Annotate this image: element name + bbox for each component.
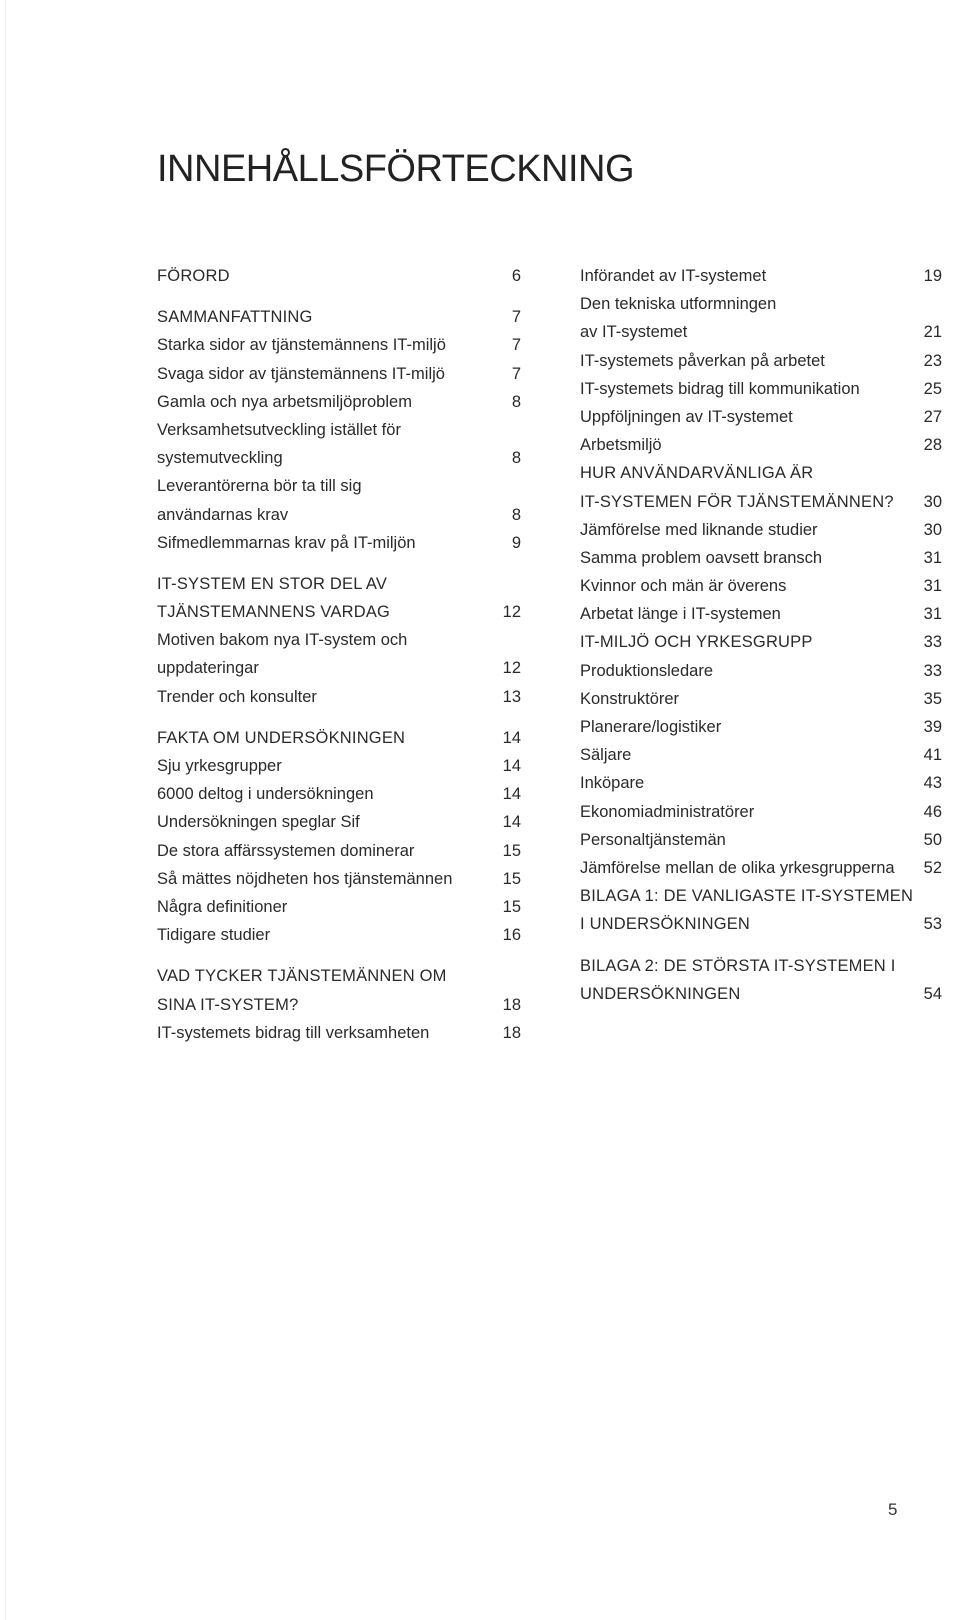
toc-entry	[157, 683, 521, 711]
toc-entry	[157, 780, 521, 808]
toc-entry-page: 12	[502, 603, 521, 622]
toc-entry-page: 14	[502, 785, 521, 804]
toc-entry	[580, 516, 942, 544]
toc-entry-label: Sifmedlemmarnas krav på IT-miljön	[157, 533, 416, 552]
toc-entry-label: Införandet av IT-systemet	[580, 267, 767, 285]
toc-entry-label: Jämförelse med liknande studier	[580, 520, 818, 539]
toc-entry-label: Verksamhetsutveckling istället för	[157, 420, 401, 439]
toc-entry-page: 8	[511, 449, 521, 468]
toc-entry	[157, 416, 521, 444]
toc-entry-page: 54	[923, 984, 942, 1003]
toc-entry-label: Inköpare	[580, 774, 645, 793]
toc-entry-page: 9	[511, 533, 521, 552]
toc-entry-page: 30	[923, 520, 942, 539]
toc-entry-page: 31	[923, 577, 942, 596]
toc-entry-label: IT-systemets påverkan på arbetet	[580, 351, 825, 370]
toc-entry	[157, 921, 521, 949]
toc-entry	[580, 347, 942, 375]
toc-heading	[580, 980, 942, 1008]
toc-entry	[580, 600, 942, 628]
toc-entry	[157, 837, 521, 865]
toc-entry	[580, 657, 942, 685]
toc-entry-label: 6000 deltog i undersökningen	[157, 785, 374, 804]
toc-entry	[580, 262, 942, 290]
toc-entry-label: HUR ANVÄNDARVÄNLIGA ÄR	[580, 464, 814, 483]
toc-entry-page: 33	[923, 661, 942, 680]
toc-entry-label: Tidigare studier	[157, 926, 271, 945]
toc-entry-label: Arbetsmiljö	[580, 436, 662, 455]
toc-entry-page: 8	[511, 392, 521, 411]
toc-entry-label: Ekonomiadministratörer	[580, 802, 755, 821]
toc-entry-page: 7	[511, 336, 521, 355]
toc-entry-label: IT-systemets bidrag till verksamheten	[157, 1023, 430, 1042]
toc-entry-label: FAKTA OM UNDERSÖKNINGEN	[157, 728, 406, 747]
toc-entry-label: BILAGA 1: DE VANLIGASTE IT-SYSTEMEN	[580, 887, 914, 906]
toc-entry-page: 15	[502, 897, 521, 916]
toc-heading	[580, 628, 942, 656]
toc-heading	[157, 303, 521, 331]
toc-entry	[580, 290, 942, 318]
toc-entry-label: Starka sidor av tjänstemännens IT-miljö	[157, 336, 446, 355]
toc-entry-label: uppdateringar	[157, 659, 259, 678]
toc-entry-label: IT-SYSTEM EN STOR DEL AV	[157, 574, 388, 593]
toc-entry-page: 28	[923, 436, 942, 455]
toc-entry-page: 31	[923, 548, 942, 567]
toc-entry-label: IT-MILJÖ OCH YRKESGRUPP	[580, 633, 813, 652]
toc-entry-page: 15	[502, 869, 521, 888]
toc-entry	[157, 865, 521, 893]
toc-entry-label: systemutveckling	[157, 449, 283, 468]
toc-entry-label: Planerare/logistiker	[580, 718, 722, 736]
toc-entry-page: 12	[502, 659, 521, 678]
toc-entry-page: 7	[511, 364, 521, 383]
toc-entry-label: Trender och konsulter	[157, 687, 317, 706]
toc-heading	[157, 991, 521, 1019]
toc-heading	[580, 488, 942, 516]
toc-entry	[580, 798, 942, 826]
toc-entry-page: 23	[923, 351, 942, 370]
toc-heading	[580, 459, 942, 487]
toc-heading	[157, 570, 521, 598]
toc-entry-label: IT-systemets bidrag till kommunikation	[580, 379, 860, 398]
toc-entry-page: 19	[923, 267, 942, 285]
toc-left-column	[157, 262, 521, 1047]
toc-entry-label: Konstruktörer	[580, 689, 680, 708]
toc-entry	[157, 360, 521, 388]
toc-heading	[157, 962, 521, 990]
toc-entry	[157, 444, 521, 472]
toc-entry-page: 7	[511, 308, 521, 327]
toc-entry-page: 8	[511, 505, 521, 524]
toc-entry-label: Personaltjänstemän	[580, 830, 726, 849]
toc-entry	[580, 741, 942, 769]
toc-heading	[580, 910, 942, 938]
toc-entry	[580, 403, 942, 431]
toc-entry-page: 6	[511, 267, 521, 285]
toc-entry-page: 33	[923, 633, 942, 652]
toc-entry	[157, 472, 521, 500]
toc-heading	[157, 262, 521, 290]
toc-heading	[157, 598, 521, 626]
toc-entry-page: 31	[923, 605, 942, 624]
toc-entry-page: 25	[923, 379, 942, 398]
toc-entry-page: 43	[923, 774, 942, 793]
toc-entry-label: Några definitioner	[157, 897, 288, 916]
toc-entry-label: Undersökningen speglar Sif	[157, 813, 360, 832]
toc-entry	[157, 1019, 521, 1047]
toc-entry-page: 21	[923, 323, 942, 342]
toc-entry-page: 14	[502, 757, 521, 775]
toc-entry-label: användarnas krav	[157, 505, 289, 524]
toc-entry-page: 53	[923, 915, 942, 934]
toc-entry	[580, 572, 942, 600]
toc-entry-label: SINA IT-SYSTEM?	[157, 995, 299, 1014]
toc-entry-page: 27	[923, 407, 942, 426]
toc-entry-label: Så mättes nöjdheten hos tjänstemännen	[157, 869, 453, 888]
toc-entry-page: 41	[923, 746, 942, 765]
toc-entry	[157, 501, 521, 529]
toc-entry-label: Uppföljningen av IT-systemet	[580, 407, 793, 426]
toc-entry-page: 50	[923, 830, 942, 849]
toc-entry-page: 35	[923, 689, 942, 708]
toc-entry-label: Gamla och nya arbetsmiljöproblem	[157, 392, 412, 411]
toc-entry-label: UNDERSÖKNINGEN	[580, 984, 741, 1003]
toc-entry-page: 46	[923, 802, 942, 821]
toc-entry-page: 13	[502, 687, 521, 706]
toc-entry	[157, 331, 521, 359]
toc-entry-label: Jämförelse mellan de olika yrkesgrupperna	[580, 858, 895, 877]
toc-entry	[580, 685, 942, 713]
toc-entry-label: Samma problem oavsett bransch	[580, 548, 823, 567]
page-number: 5	[888, 1500, 898, 1519]
toc-entry	[580, 713, 942, 741]
toc-entry	[157, 752, 521, 780]
toc-entry-page: 52	[923, 858, 942, 877]
toc-entry	[157, 808, 521, 836]
toc-entry-label: Motiven bakom nya IT-system och	[157, 631, 408, 650]
toc-entry-page: 16	[502, 926, 521, 945]
page-title: INNEHÅLLSFÖRTECKNING	[157, 148, 635, 190]
toc-entry-label: Leverantörerna bör ta till sig	[157, 477, 362, 496]
toc-right-column	[580, 262, 942, 1008]
toc-entry	[157, 529, 521, 557]
toc-entry-label: BILAGA 2: DE STÖRSTA IT-SYSTEMEN I	[580, 956, 896, 975]
toc-entry-page: 39	[923, 718, 942, 736]
page-edge	[5, 0, 6, 1620]
toc-entry-page: 15	[502, 841, 521, 860]
toc-entry-label: Den tekniska utformningen	[580, 295, 777, 314]
toc-heading	[580, 952, 942, 980]
toc-entry	[157, 388, 521, 416]
toc-entry-label: TJÄNSTEMANNENS VARDAG	[157, 603, 391, 622]
toc-entry-page: 14	[502, 813, 521, 832]
toc-entry	[580, 769, 942, 797]
toc-entry-label: FÖRORD	[157, 267, 230, 285]
toc-entry-label: av IT-systemet	[580, 323, 688, 342]
toc-entry	[580, 318, 942, 346]
toc-entry-label: Säljare	[580, 746, 632, 765]
toc-entry-label: Sju yrkesgrupper	[157, 757, 282, 775]
toc-entry-label: Arbetat länge i IT-systemen	[580, 605, 781, 624]
toc-entry	[580, 431, 942, 459]
toc-entry-label: De stora affärssystemen dominerar	[157, 841, 415, 860]
toc-entry-label: Svaga sidor av tjänstemännens IT-miljö	[157, 364, 445, 383]
toc-entry	[580, 826, 942, 854]
toc-entry-label: Produktionsledare	[580, 661, 713, 680]
toc-heading	[157, 724, 521, 752]
toc-entry	[157, 893, 521, 921]
toc-entry-page: 30	[923, 492, 942, 511]
toc-entry	[157, 654, 521, 682]
toc-entry-page: 14	[502, 728, 521, 747]
toc-entry-label: IT-SYSTEMEN FÖR TJÄNSTEMÄNNEN?	[580, 492, 894, 511]
toc-entry-label: I UNDERSÖKNINGEN	[580, 915, 751, 934]
toc-entry	[580, 375, 942, 403]
toc-heading	[580, 882, 942, 910]
toc-entry-label: Kvinnor och män är överens	[580, 577, 787, 596]
toc-entry-label: SAMMANFATTNING	[157, 308, 313, 327]
toc-entry-page: 18	[502, 995, 521, 1014]
toc-entry	[580, 544, 942, 572]
toc-entry-label: VAD TYCKER TJÄNSTEMÄNNEN OM	[157, 967, 447, 986]
toc-entry-page: 18	[502, 1023, 521, 1042]
toc-entry	[580, 854, 942, 882]
toc-entry	[157, 626, 521, 654]
